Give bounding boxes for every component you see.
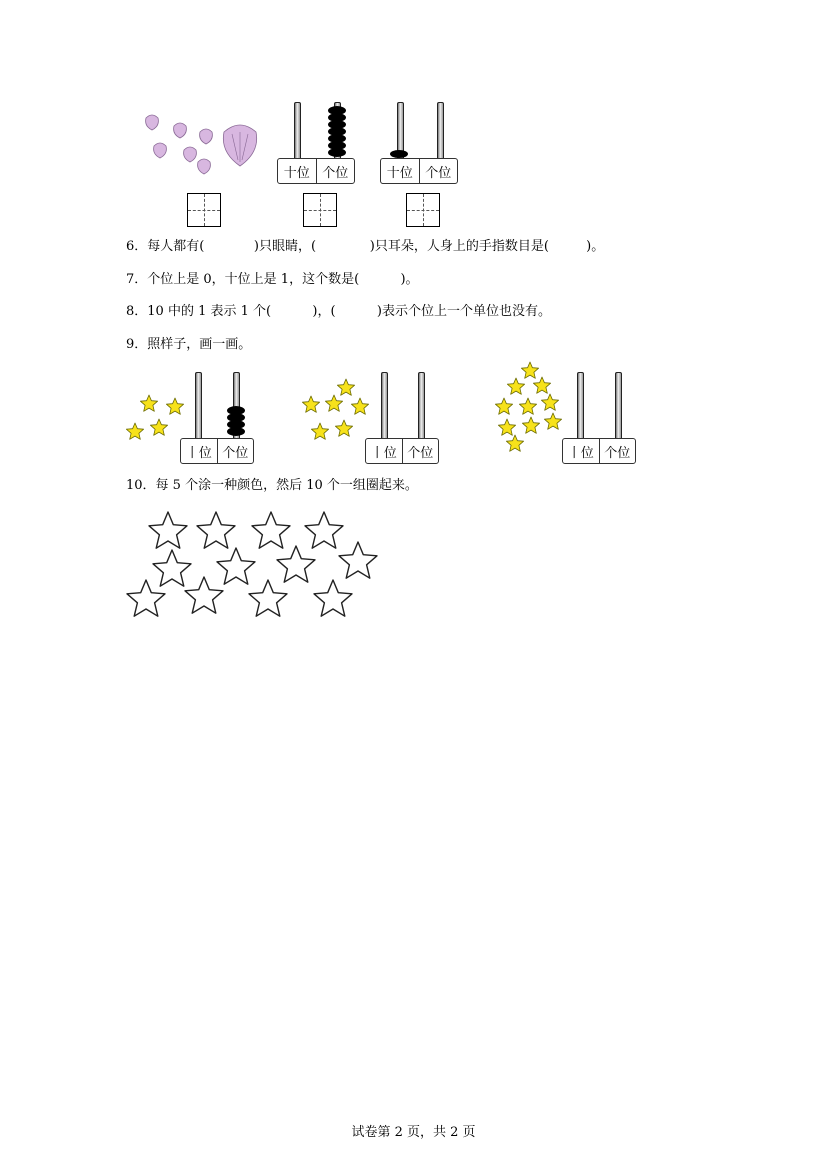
outline-star-icon[interactable] bbox=[197, 512, 235, 548]
star-icon bbox=[541, 394, 558, 410]
ones-label: 个位 bbox=[419, 159, 458, 183]
outline-star-icon[interactable] bbox=[153, 550, 191, 586]
ones-rod bbox=[418, 372, 425, 440]
star-icon bbox=[150, 419, 167, 435]
question-9: 9．照样子，画一画。 bbox=[126, 337, 252, 352]
star-icon bbox=[311, 423, 328, 439]
tens-rod bbox=[577, 372, 584, 440]
abacus-base bbox=[180, 438, 254, 464]
tens-label: 十位 bbox=[386, 165, 413, 181]
outline-star-icon[interactable] bbox=[185, 577, 223, 613]
outline-star-icon[interactable] bbox=[252, 512, 290, 548]
q10-stars-canvas[interactable] bbox=[0, 500, 827, 630]
abacus-base bbox=[365, 438, 439, 464]
tens-label: 丨位 bbox=[185, 445, 212, 461]
outline-star-icon[interactable] bbox=[339, 542, 377, 578]
star-icon bbox=[533, 377, 550, 393]
star-icon bbox=[498, 419, 515, 435]
outline-star-icon[interactable] bbox=[149, 512, 187, 548]
ones-label: 个位 bbox=[599, 439, 636, 463]
star-icon bbox=[337, 379, 354, 395]
question-6: 6．每人都有( )只眼睛，( )只耳朵，人身上的手指数目是( )。 bbox=[126, 239, 605, 254]
outline-star-icon[interactable] bbox=[277, 546, 315, 582]
star-icon bbox=[302, 396, 319, 412]
outline-star-icon[interactable] bbox=[305, 512, 343, 548]
abacus-base bbox=[562, 438, 636, 464]
outline-star-icon[interactable] bbox=[314, 580, 352, 616]
star-icon bbox=[335, 420, 352, 436]
star-icon bbox=[519, 398, 536, 414]
question-8: 8．10 中的 1 表示 1 个( )，( )表示个位上一个单位也没有。 bbox=[126, 304, 551, 319]
outline-star-icon[interactable] bbox=[249, 580, 287, 616]
star-icon bbox=[522, 417, 539, 433]
tens-label: 丨位 bbox=[567, 445, 594, 461]
outline-star-icon[interactable] bbox=[127, 580, 165, 616]
star-icon bbox=[506, 435, 523, 451]
star-icon bbox=[521, 362, 538, 378]
star-icon bbox=[351, 398, 368, 414]
star-icon bbox=[126, 423, 143, 439]
q9-stars-canvas bbox=[0, 0, 827, 480]
star-icon bbox=[140, 395, 157, 411]
ones-label: 个位 bbox=[402, 439, 439, 463]
outline-star-icon[interactable] bbox=[217, 548, 255, 584]
question-10: 10．每 5 个涂一种颜色，然后 10 个一组圈起来。 bbox=[126, 478, 418, 493]
tens-rod bbox=[195, 372, 202, 440]
star-icon bbox=[166, 398, 183, 414]
question-7: 7．个位上是 0，十位上是 1，这个数是( )。 bbox=[126, 272, 419, 287]
star-icon bbox=[325, 395, 342, 411]
ones-label: 个位 bbox=[316, 159, 355, 183]
tens-label: 十位 bbox=[283, 165, 310, 181]
tens-rod bbox=[381, 372, 388, 440]
star-icon bbox=[507, 378, 524, 394]
ones-label: 个位 bbox=[217, 439, 254, 463]
ones-rod bbox=[615, 372, 622, 440]
star-icon bbox=[544, 413, 561, 429]
tens-label: 丨位 bbox=[370, 445, 397, 461]
star-icon bbox=[495, 398, 512, 414]
bead bbox=[227, 427, 245, 436]
page-footer: 试卷第 2 页，共 2 页 bbox=[351, 1125, 476, 1140]
